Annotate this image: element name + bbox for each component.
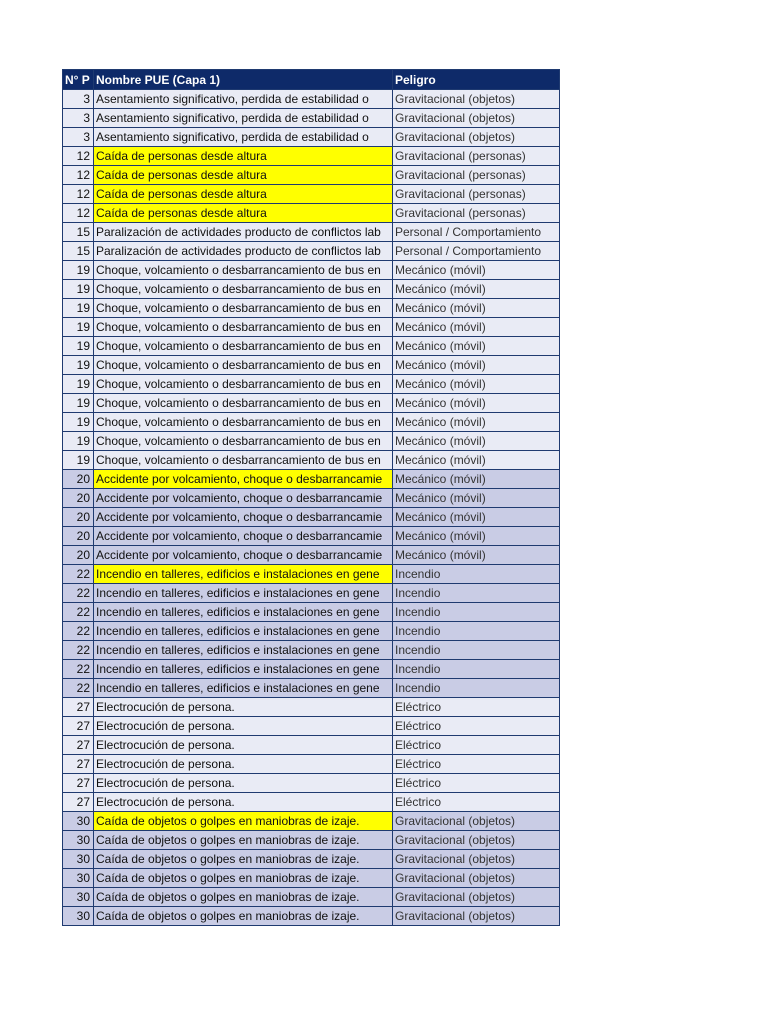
cell-num[interactable]: 19 xyxy=(63,375,94,394)
cell-name[interactable]: Incendio en talleres, edificios e instalaciones en gene xyxy=(94,660,393,679)
cell-name[interactable]: Choque, volcamiento o desbarrancamiento de bus en xyxy=(94,394,393,413)
header-row xyxy=(63,70,560,90)
cell-name[interactable]: Choque, volcamiento o desbarrancamiento de bus en xyxy=(94,318,393,337)
cell-name[interactable]: Caída de objetos o golpes en maniobras de izaje. xyxy=(94,869,393,888)
cell-num[interactable]: 12 xyxy=(63,185,94,204)
table-row xyxy=(63,185,560,204)
cell-peligro[interactable]: Eléctrico xyxy=(393,736,560,755)
table-row xyxy=(63,812,560,831)
cell-num[interactable]: 12 xyxy=(63,147,94,166)
cell-peligro[interactable]: Incendio xyxy=(393,584,560,603)
table-row xyxy=(63,166,560,185)
table-row xyxy=(63,679,560,698)
table-row xyxy=(63,622,560,641)
cell-num[interactable]: 30 xyxy=(63,869,94,888)
cell-num[interactable]: 19 xyxy=(63,280,94,299)
cell-num[interactable]: 30 xyxy=(63,907,94,926)
cell-peligro[interactable]: Gravitacional (objetos) xyxy=(393,831,560,850)
cell-num[interactable]: 19 xyxy=(63,451,94,470)
table-row xyxy=(63,451,560,470)
cell-peligro[interactable]: Mecánico (móvil) xyxy=(393,489,560,508)
cell-num[interactable]: 19 xyxy=(63,432,94,451)
cell-name[interactable]: Caída de objetos o golpes en maniobras de izaje. xyxy=(94,888,393,907)
cell-peligro[interactable]: Mecánico (móvil) xyxy=(393,356,560,375)
cell-name[interactable]: Electrocución de persona. xyxy=(94,698,393,717)
cell-peligro[interactable]: Personal / Comportamiento xyxy=(393,223,560,242)
cell-name[interactable]: Electrocución de persona. xyxy=(94,774,393,793)
cell-name[interactable]: Incendio en talleres, edificios e instalaciones en gene xyxy=(94,679,393,698)
cell-num[interactable]: 20 xyxy=(63,489,94,508)
cell-peligro[interactable]: Mecánico (móvil) xyxy=(393,470,560,489)
cell-peligro[interactable]: Incendio xyxy=(393,679,560,698)
cell-peligro[interactable]: Mecánico (móvil) xyxy=(393,375,560,394)
cell-peligro[interactable]: Eléctrico xyxy=(393,698,560,717)
cell-name[interactable]: Caída de objetos o golpes en maniobras de izaje. xyxy=(94,850,393,869)
cell-name[interactable]: Caída de objetos o golpes en maniobras de izaje. xyxy=(94,907,393,926)
cell-peligro[interactable]: Mecánico (móvil) xyxy=(393,299,560,318)
cell-num[interactable]: 22 xyxy=(63,603,94,622)
cell-peligro[interactable]: Eléctrico xyxy=(393,717,560,736)
cell-num[interactable]: 15 xyxy=(63,223,94,242)
cell-peligro[interactable]: Incendio xyxy=(393,641,560,660)
cell-num[interactable]: 19 xyxy=(63,337,94,356)
cell-peligro[interactable]: Mecánico (móvil) xyxy=(393,261,560,280)
table-row xyxy=(63,869,560,888)
cell-name[interactable]: Paralización de actividades producto de conflictos lab xyxy=(94,223,393,242)
cell-peligro[interactable]: Mecánico (móvil) xyxy=(393,318,560,337)
cell-peligro[interactable]: Gravitacional (personas) xyxy=(393,185,560,204)
cell-num[interactable]: 12 xyxy=(63,204,94,223)
cell-peligro[interactable]: Incendio xyxy=(393,660,560,679)
cell-name[interactable]: Caída de personas desde altura xyxy=(94,185,393,204)
table-row xyxy=(63,660,560,679)
cell-num[interactable]: 19 xyxy=(63,261,94,280)
cell-peligro[interactable]: Gravitacional (objetos) xyxy=(393,90,560,109)
cell-peligro[interactable]: Gravitacional (objetos) xyxy=(393,907,560,926)
header-num[interactable]: N° P xyxy=(63,70,94,90)
table-row xyxy=(63,489,560,508)
table-row xyxy=(63,261,560,280)
table-row xyxy=(63,413,560,432)
table-row xyxy=(63,470,560,489)
table-row xyxy=(63,128,560,147)
table-row xyxy=(63,223,560,242)
cell-num[interactable]: 20 xyxy=(63,508,94,527)
cell-name[interactable]: Incendio en talleres, edificios e instalaciones en gene xyxy=(94,565,393,584)
table-row xyxy=(63,280,560,299)
cell-peligro[interactable]: Gravitacional (objetos) xyxy=(393,888,560,907)
table-row xyxy=(63,774,560,793)
cell-num[interactable]: 19 xyxy=(63,394,94,413)
cell-name[interactable]: Electrocución de persona. xyxy=(94,793,393,812)
cell-num[interactable]: 22 xyxy=(63,565,94,584)
cell-name[interactable]: Incendio en talleres, edificios e instalaciones en gene xyxy=(94,603,393,622)
table-row xyxy=(63,299,560,318)
cell-peligro[interactable]: Gravitacional (objetos) xyxy=(393,812,560,831)
table-row xyxy=(63,717,560,736)
cell-num[interactable]: 19 xyxy=(63,413,94,432)
cell-name[interactable]: Accidente por volcamiento, choque o desbarrancamie xyxy=(94,527,393,546)
cell-num[interactable]: 19 xyxy=(63,299,94,318)
cell-name[interactable]: Asentamiento significativo, perdida de estabilidad o xyxy=(94,109,393,128)
cell-name[interactable]: Accidente por volcamiento, choque o desbarrancamie xyxy=(94,489,393,508)
cell-peligro[interactable]: Incendio xyxy=(393,565,560,584)
cell-name[interactable]: Electrocución de persona. xyxy=(94,736,393,755)
cell-num[interactable]: 3 xyxy=(63,90,94,109)
table-row xyxy=(63,318,560,337)
cell-num[interactable]: 22 xyxy=(63,622,94,641)
cell-name[interactable]: Caída de personas desde altura xyxy=(94,166,393,185)
table-row xyxy=(63,90,560,109)
cell-peligro[interactable]: Mecánico (móvil) xyxy=(393,394,560,413)
cell-peligro[interactable]: Mecánico (móvil) xyxy=(393,280,560,299)
table-row xyxy=(63,565,560,584)
cell-name[interactable]: Choque, volcamiento o desbarrancamiento de bus en xyxy=(94,413,393,432)
cell-peligro[interactable]: Mecánico (móvil) xyxy=(393,413,560,432)
cell-num[interactable]: 30 xyxy=(63,850,94,869)
cell-name[interactable]: Choque, volcamiento o desbarrancamiento de bus en xyxy=(94,337,393,356)
table-row xyxy=(63,337,560,356)
cell-peligro[interactable]: Mecánico (móvil) xyxy=(393,337,560,356)
cell-name[interactable]: Choque, volcamiento o desbarrancamiento de bus en xyxy=(94,299,393,318)
cell-peligro[interactable]: Gravitacional (objetos) xyxy=(393,128,560,147)
table-row xyxy=(63,641,560,660)
cell-peligro[interactable]: Eléctrico xyxy=(393,774,560,793)
header-peligro[interactable]: Peligro xyxy=(393,70,560,90)
cell-name[interactable]: Caída de personas desde altura xyxy=(94,204,393,223)
cell-name[interactable]: Choque, volcamiento o desbarrancamiento de bus en xyxy=(94,356,393,375)
table-row xyxy=(63,755,560,774)
cell-name[interactable]: Electrocución de persona. xyxy=(94,755,393,774)
cell-peligro[interactable]: Gravitacional (personas) xyxy=(393,166,560,185)
table-row xyxy=(63,603,560,622)
cell-peligro[interactable]: Eléctrico xyxy=(393,755,560,774)
spreadsheet xyxy=(62,69,560,926)
cell-peligro[interactable]: Personal / Comportamiento xyxy=(393,242,560,261)
table-row xyxy=(63,793,560,812)
cell-name[interactable]: Choque, volcamiento o desbarrancamiento de bus en xyxy=(94,261,393,280)
cell-name[interactable]: Choque, volcamiento o desbarrancamiento de bus en xyxy=(94,451,393,470)
cell-peligro[interactable]: Gravitacional (objetos) xyxy=(393,869,560,888)
cell-num[interactable]: 22 xyxy=(63,660,94,679)
cell-name[interactable]: Accidente por volcamiento, choque o desbarrancamie xyxy=(94,546,393,565)
cell-peligro[interactable]: Gravitacional (objetos) xyxy=(393,850,560,869)
cell-name[interactable]: Incendio en talleres, edificios e instalaciones en gene xyxy=(94,622,393,641)
cell-num[interactable]: 12 xyxy=(63,166,94,185)
cell-name[interactable]: Choque, volcamiento o desbarrancamiento de bus en xyxy=(94,432,393,451)
cell-num[interactable]: 19 xyxy=(63,318,94,337)
cell-num[interactable]: 27 xyxy=(63,698,94,717)
cell-peligro[interactable]: Mecánico (móvil) xyxy=(393,432,560,451)
table-row xyxy=(63,375,560,394)
table-row xyxy=(63,907,560,926)
cell-name[interactable]: Caída de objetos o golpes en maniobras de izaje. xyxy=(94,812,393,831)
table-row xyxy=(63,356,560,375)
cell-peligro[interactable]: Mecánico (móvil) xyxy=(393,546,560,565)
table-row xyxy=(63,546,560,565)
cell-num[interactable]: 27 xyxy=(63,755,94,774)
table-row xyxy=(63,584,560,603)
cell-peligro[interactable]: Eléctrico xyxy=(393,793,560,812)
cell-peligro[interactable]: Incendio xyxy=(393,603,560,622)
cell-num[interactable]: 22 xyxy=(63,584,94,603)
header-name[interactable]: Nombre PUE (Capa 1) xyxy=(94,70,393,90)
table-row xyxy=(63,527,560,546)
cell-num[interactable]: 3 xyxy=(63,109,94,128)
cell-name[interactable]: Caída de personas desde altura xyxy=(94,147,393,166)
cell-num[interactable]: 30 xyxy=(63,888,94,907)
table-row xyxy=(63,204,560,223)
cell-num[interactable]: 30 xyxy=(63,831,94,850)
table-row xyxy=(63,432,560,451)
cell-num[interactable]: 20 xyxy=(63,546,94,565)
cell-num[interactable]: 27 xyxy=(63,793,94,812)
cell-num[interactable]: 27 xyxy=(63,774,94,793)
cell-peligro[interactable]: Incendio xyxy=(393,622,560,641)
cell-num[interactable]: 22 xyxy=(63,679,94,698)
table-row xyxy=(63,831,560,850)
cell-name[interactable]: Caída de objetos o golpes en maniobras de izaje. xyxy=(94,831,393,850)
cell-num[interactable]: 22 xyxy=(63,641,94,660)
table-row xyxy=(63,850,560,869)
cell-name[interactable]: Choque, volcamiento o desbarrancamiento de bus en xyxy=(94,280,393,299)
cell-name[interactable]: Asentamiento significativo, perdida de estabilidad o xyxy=(94,128,393,147)
cell-num[interactable]: 19 xyxy=(63,356,94,375)
pue-table xyxy=(62,69,560,926)
cell-name[interactable]: Paralización de actividades producto de conflictos lab xyxy=(94,242,393,261)
cell-name[interactable]: Accidente por volcamiento, choque o desbarrancamie xyxy=(94,508,393,527)
cell-num[interactable]: 20 xyxy=(63,470,94,489)
cell-peligro[interactable]: Mecánico (móvil) xyxy=(393,451,560,470)
table-row xyxy=(63,888,560,907)
cell-peligro[interactable]: Gravitacional (objetos) xyxy=(393,109,560,128)
table-row xyxy=(63,394,560,413)
cell-num[interactable]: 27 xyxy=(63,736,94,755)
cell-num[interactable]: 27 xyxy=(63,717,94,736)
cell-num[interactable]: 20 xyxy=(63,527,94,546)
cell-peligro[interactable]: Gravitacional (personas) xyxy=(393,204,560,223)
cell-name[interactable]: Accidente por volcamiento, choque o desbarrancamie xyxy=(94,470,393,489)
table-row xyxy=(63,109,560,128)
table-row xyxy=(63,242,560,261)
cell-name[interactable]: Asentamiento significativo, perdida de estabilidad o xyxy=(94,90,393,109)
cell-name[interactable]: Choque, volcamiento o desbarrancamiento de bus en xyxy=(94,375,393,394)
cell-peligro[interactable]: Gravitacional (personas) xyxy=(393,147,560,166)
table-row xyxy=(63,508,560,527)
cell-num[interactable]: 3 xyxy=(63,128,94,147)
cell-name[interactable]: Electrocución de persona. xyxy=(94,717,393,736)
cell-name[interactable]: Incendio en talleres, edificios e instalaciones en gene xyxy=(94,641,393,660)
cell-num[interactable]: 30 xyxy=(63,812,94,831)
cell-name[interactable]: Incendio en talleres, edificios e instalaciones en gene xyxy=(94,584,393,603)
table-row xyxy=(63,736,560,755)
table-row xyxy=(63,698,560,717)
cell-num[interactable]: 15 xyxy=(63,242,94,261)
cell-peligro[interactable]: Mecánico (móvil) xyxy=(393,508,560,527)
cell-peligro[interactable]: Mecánico (móvil) xyxy=(393,527,560,546)
table-row xyxy=(63,147,560,166)
